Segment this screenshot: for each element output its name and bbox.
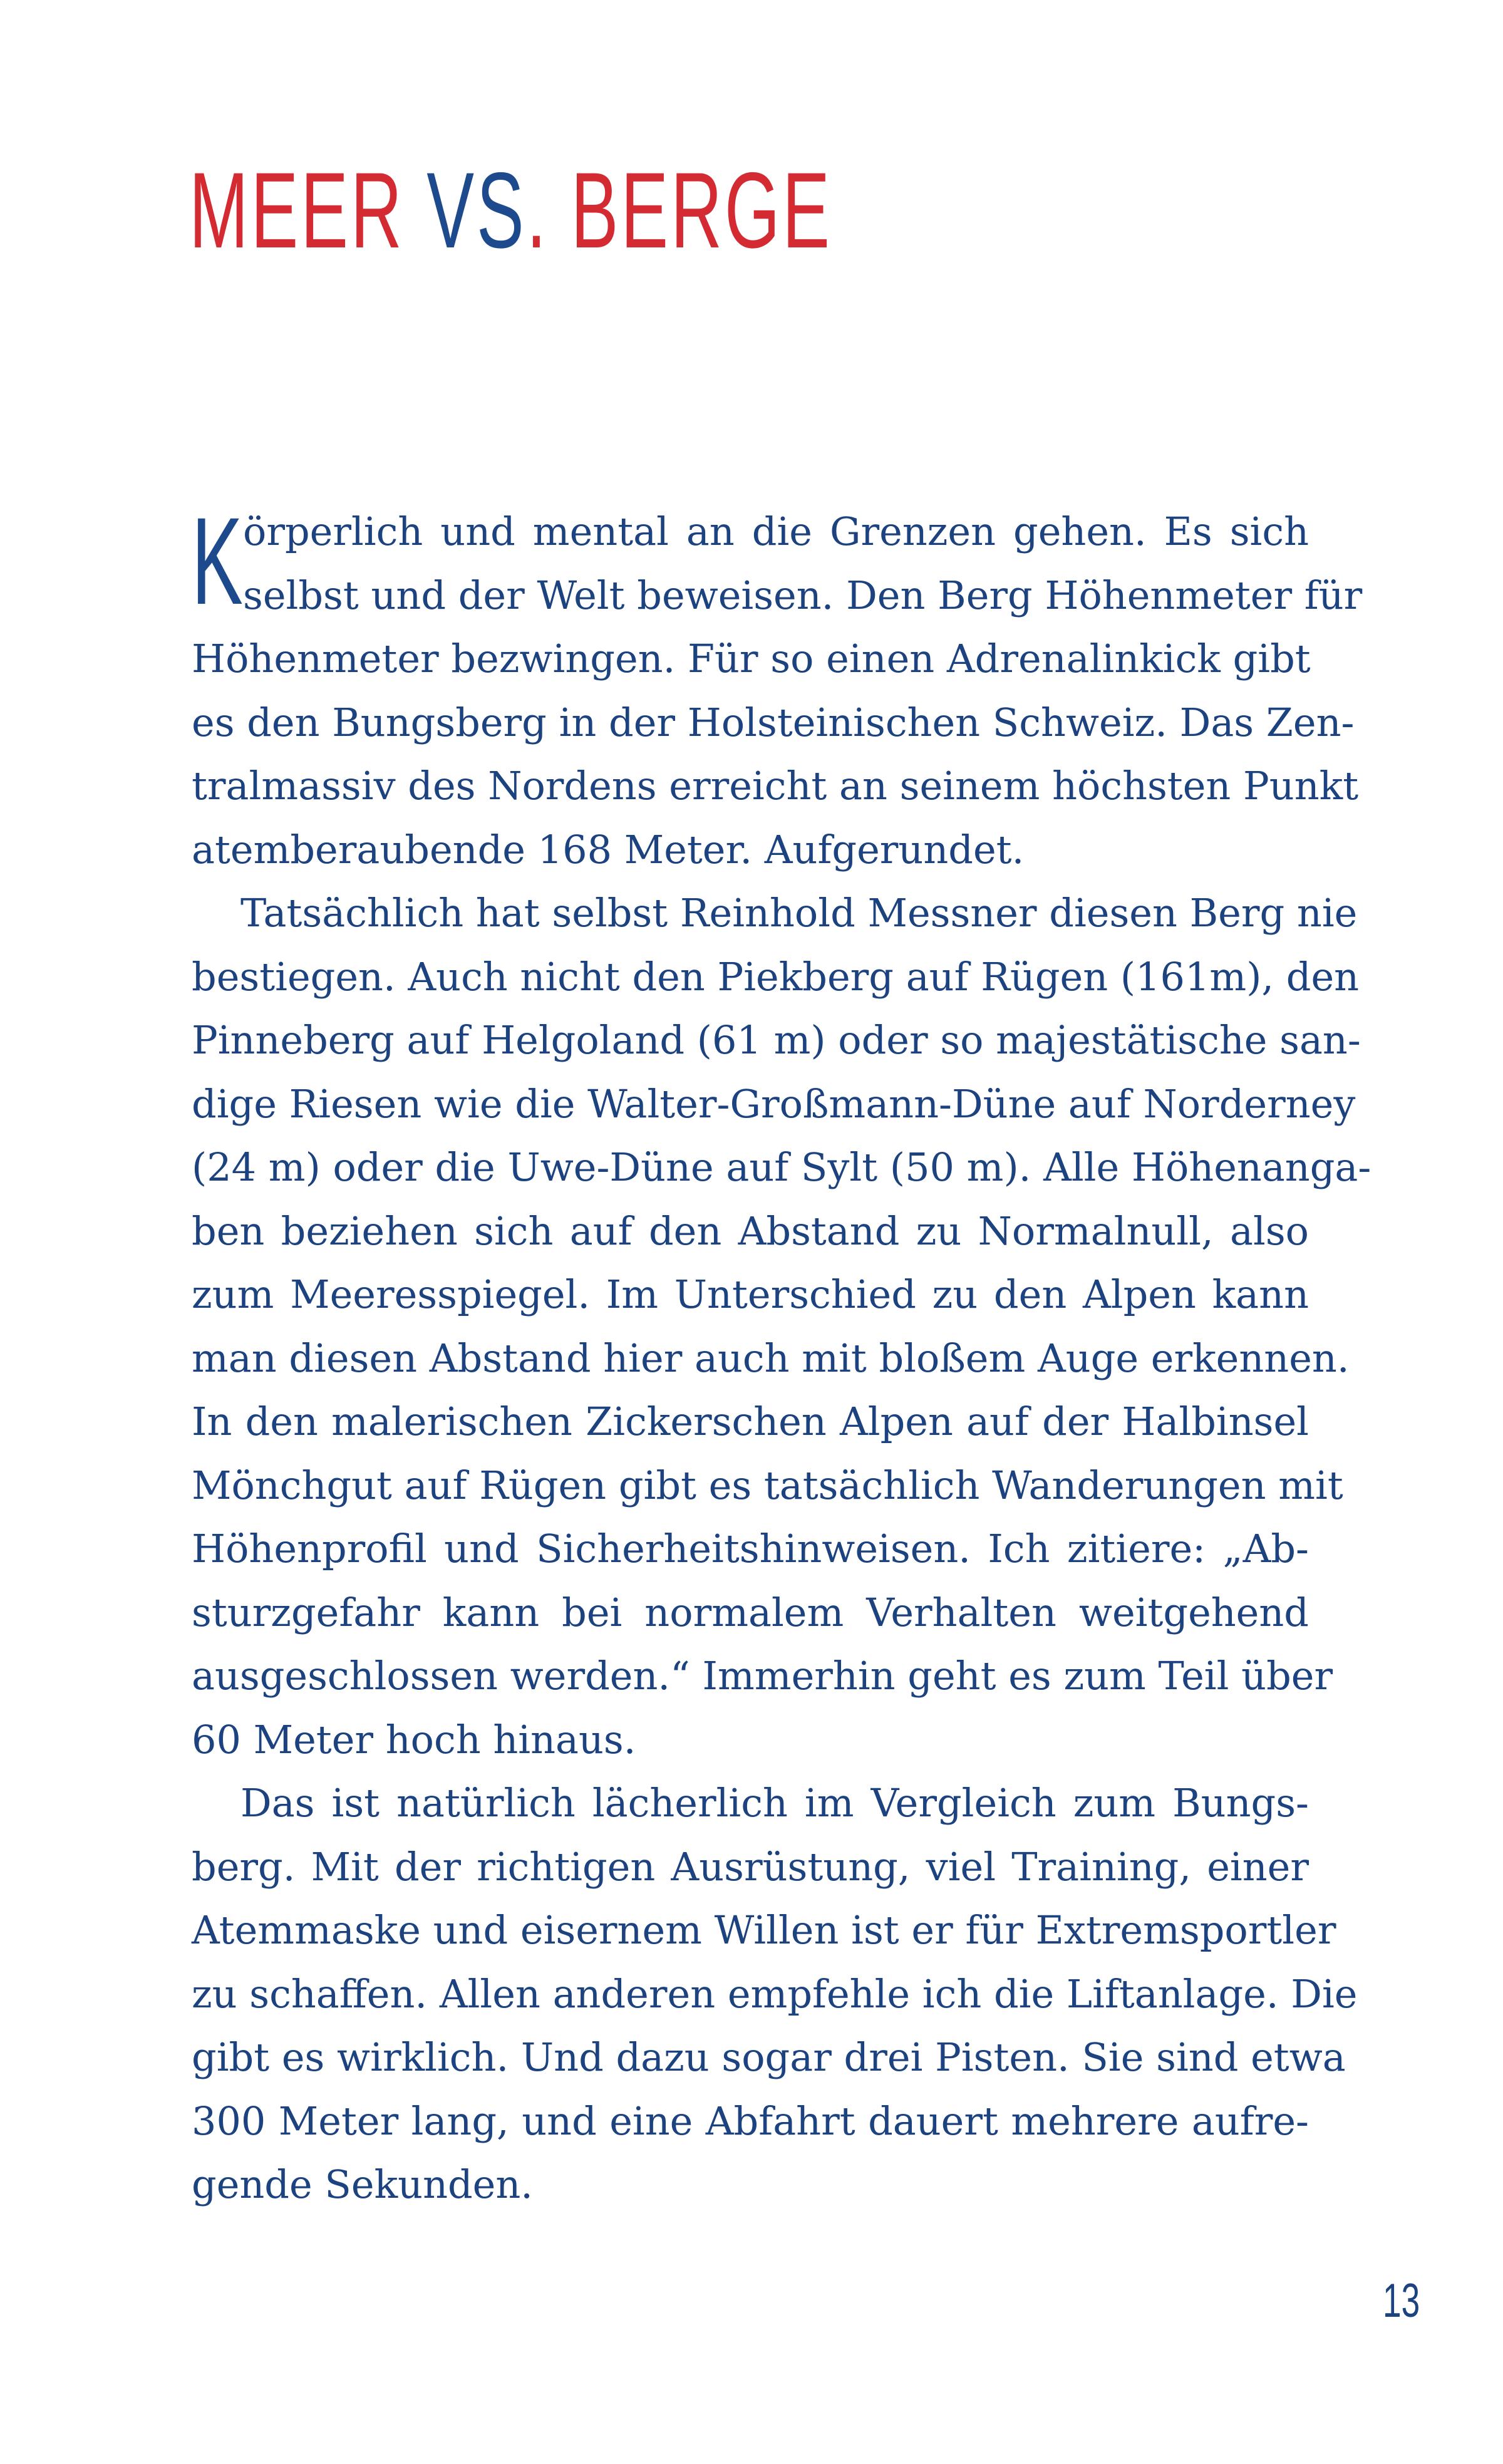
text-line: 300 Meter lang, und eine Abfahrt dauert mehrere aufre- xyxy=(192,2098,1309,2144)
text-line: berg. Mit der richtigen Ausrüstung, viel Training, einer xyxy=(192,1843,1309,1890)
text-line: ben beziehen sich auf den Abstand zu Normalnull, also xyxy=(192,1208,1309,1254)
page-number: 13 xyxy=(1383,2274,1420,2327)
text-line: 60 Meter hoch hinaus. xyxy=(192,1716,636,1763)
text-line: In den malerischen Zickerschen Alpen auf der Halbinsel xyxy=(192,1399,1309,1444)
text-line: gende Sekunden. xyxy=(192,2161,534,2207)
text-line: zu schaffen. Allen anderen empfehle ich die Liftanlage. Die xyxy=(192,1970,1358,2017)
text-line: örperlich und mental an die Grenzen gehen. Es sich xyxy=(243,509,1309,554)
drop-cap: K xyxy=(192,492,243,630)
text-line: Höhenprofil und Sicherheitshinweisen. Ich zitiere: „Ab- xyxy=(192,1526,1309,1571)
title-part-berge: . BERGE xyxy=(526,150,832,271)
text-line: Tatsächlich hat selbst Reinhold Messner diesen Berg nie xyxy=(240,890,1358,936)
title-part-meer: MEER xyxy=(189,150,427,271)
text-line: Pinneberg auf Helgoland (61 m) oder so majestätische san- xyxy=(192,1017,1361,1063)
text-line: bestiegen. Auch nicht den Piekberg auf Rügen (161m), den xyxy=(192,953,1360,1000)
text-line: Mönchgut auf Rügen gibt es tatsächlich Wanderungen mit xyxy=(192,1462,1343,1508)
text-line: es den Bungsberg in der Holsteinischen Schweiz. Das Zen- xyxy=(192,699,1355,745)
title-part-vs: VS xyxy=(426,150,527,271)
text-line: atemberaubende 168 Meter. Aufgerundet. xyxy=(192,826,1025,872)
text-line: tralmassiv des Nordens erreicht an seinem höchsten Punkt xyxy=(192,763,1359,809)
body-text xyxy=(192,492,1371,2217)
text-line: zum Meeresspiegel. Im Unterschied zu den Alpen kann xyxy=(192,1271,1309,1317)
text-line: (24 m) oder die Uwe-Düne auf Sylt (50 m). Alle Höhenanga- xyxy=(192,1144,1371,1190)
text-line: Höhenmeter bezwingen. Für so einen Adrenalinkick gibt xyxy=(192,636,1311,681)
text-line: ausgeschlossen werden.“ Immerhin geht es zum Teil über xyxy=(192,1653,1333,1699)
text-line: dige Riesen wie die Walter-Großmann-Düne auf Norderney xyxy=(192,1080,1356,1127)
text-line: sturzgefahr kann bei normalem Verhalten weitgehend xyxy=(192,1589,1309,1635)
text-line: selbst und der Welt beweisen. Den Berg Höhenmeter für xyxy=(243,572,1363,618)
text-line: man diesen Abstand hier auch mit bloßem Auge erkennen. xyxy=(192,1335,1350,1381)
text-line: Das ist natürlich lächerlich im Vergleich zum Bungs- xyxy=(240,1780,1309,1826)
text-line: Atemmaske und eisernem Willen ist er für Extremsportler xyxy=(192,1907,1336,1953)
text-line: gibt es wirklich. Und dazu sogar drei Pisten. Sie sind etwa xyxy=(192,2034,1346,2080)
chapter-title xyxy=(189,150,832,271)
